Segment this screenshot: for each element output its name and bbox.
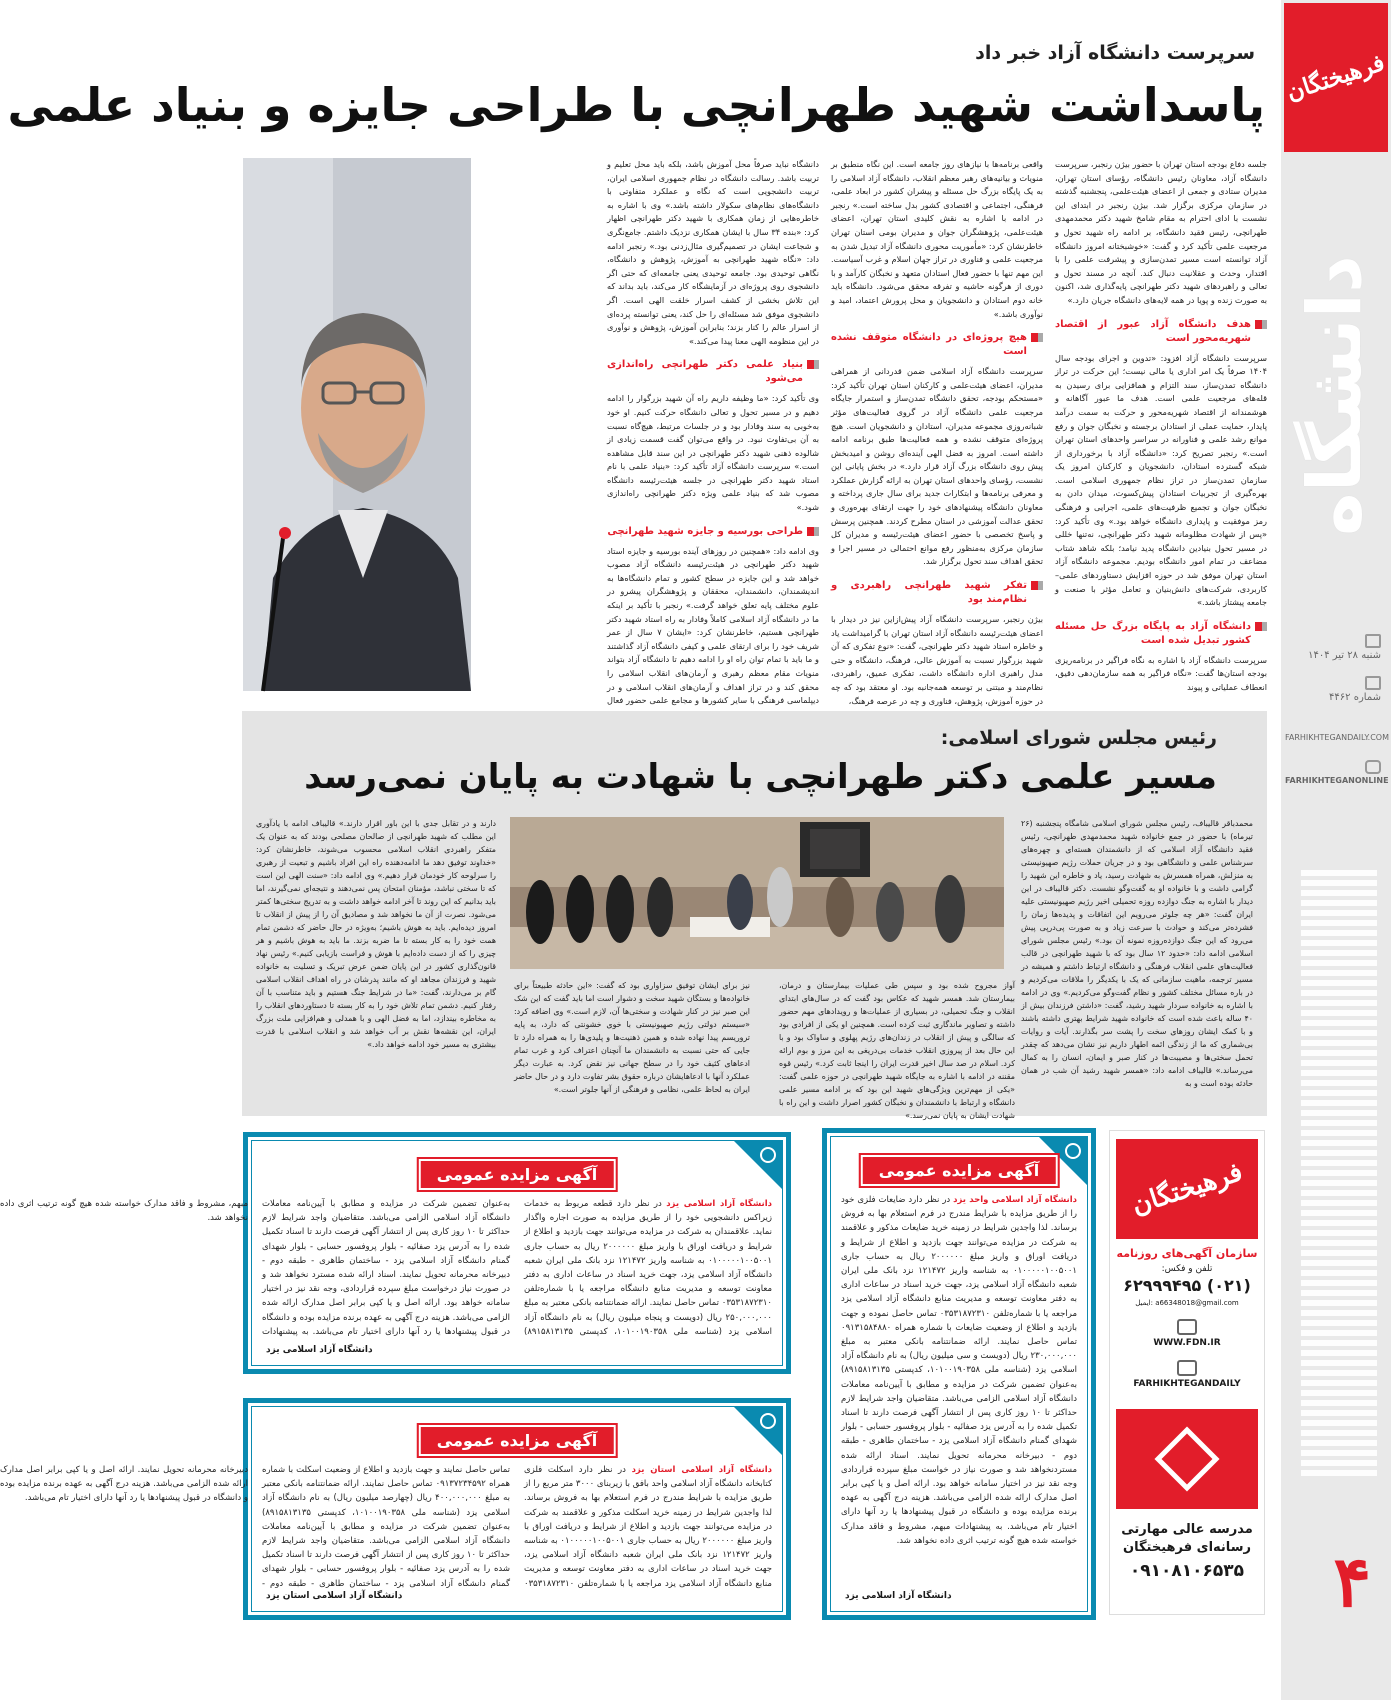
website-text: FARHIKHTEGANDAILY.COM — [1285, 733, 1389, 742]
subheading-text: تفکر شهید طهرانچی راهبردی و نظام‌مند بود — [831, 580, 1027, 606]
meeting-illustration — [510, 817, 1004, 969]
school-emblem-icon — [1154, 1426, 1219, 1491]
office-logo-text: فرهیختگان — [1127, 1157, 1247, 1221]
ad-office-box — [1109, 1130, 1265, 1615]
auction-ad-2[interactable] — [0, 1132, 791, 1374]
decorative-lines — [1301, 870, 1377, 1480]
section-title — [1287, 175, 1383, 615]
website-link[interactable] — [1285, 733, 1389, 742]
ad-signature: دانشگاه آزاد اسلامی استان یزد — [266, 1591, 403, 1601]
ad-body — [841, 1193, 1077, 1579]
auction-ad-1[interactable] — [822, 1128, 1096, 1620]
subheading-text: دانشگاه آزاد به پایگاه بزرگ حل مسئله کشور تبدیل شده است — [1055, 620, 1251, 646]
subheading — [831, 579, 1043, 607]
issue-number — [1285, 676, 1381, 703]
instagram-icon — [1365, 760, 1381, 774]
office-logo — [1116, 1139, 1258, 1239]
second-article — [242, 711, 1267, 1120]
section-title-text: دانشگاه — [1292, 254, 1378, 536]
office-title: سازمان آگهی‌های روزنامه — [1116, 1247, 1258, 1260]
paragraph: سرپرست دانشگاه آزاد اسلامی ضمن قدردانی از همراهی مدیران، اعضای هیئت‌علمی و کارکنان استان تهران تأکید کرد: «مستحکم بودجه، تحقق دانشگاه تمدن‌ساز و استمرار جایگاه مرجعیت علمی دانشگاه آزاد در گروی فعالیت‌های مؤثر شبانه‌روزی مجموعه مدیران، استادان و دانشجویان است. هیچ پروژه‌ای متوقف نشده و همه فعالیت‌ها طبق برنامه ادامه داشته است. امروز به فضل الهی آینده‌ای روشن و امیدبخش پیش روی دانشگاه بزرگ آزاد قرار دارد.» در بخش پایانی این نشست، رؤسای واحدهای استان تهران به ارائه گزارش عملکرد و معرفی برنامه‌ها و ابتکارات جدید برای سال جاری پرداخته و معاونان دانشگاه پیشنهادهای خود را جهت ارتقای بهره‌وری و تحقق عدالت آموزشی در استان مطرح کردند. همچنین پرسش و پاسخ تخصصی با حضور اعضای هیئت‌رئیسه و مدیران کل سازمان مرکزی به‌منظور رفع موانع احتمالی در مسیر اجرا و تحقق اهداف سند تحول برگزار شد. — [831, 366, 1043, 567]
office-phone[interactable]: ۶۲۹۹۹۴۹۵ (۰۲۱) — [1123, 1276, 1251, 1295]
sidebar — [1281, 0, 1391, 1700]
article2-kicker: رئیس مجلس شورای اسلامی: — [940, 727, 1217, 749]
paragraph: بیژن رنجبر، سرپرست دانشگاه آزاد پیش‌ازاین نیز در دیدار با اعضای هیئت‌رئیسه دانشگاه آزاد استان تهران با گرامیداشت یاد و خاطره استاد شهید دکتر طهرانچی، گفت: «نوع تفکری که آن شهید بزرگوار نسبت به آموزش عالی، فرهنگ، دانشگاه و حتی مدل راهبری اداره دانشگاه داشت، تفکری عمیق، راهبردی، نظام‌مند و مبتنی بر توسعه همه‌جانبه بود. او معتقد بود که چه در حوزه آموزش، پژوهش، فناوری و چه در عرصه فرهنگ، — [831, 614, 1043, 706]
ad-title: آگهی مزایده عمومی — [861, 1155, 1058, 1186]
paragraph: وی ادامه داد: «همچنین در روزهای آینده بورسیه و جایزه استاد شهید دکتر طهرانچی در هیئت‌رئیسه دانشگاه آزاد مصوب خواهد شد و این جایزه در سطح کشور و تمام دانشگاه‌ها به اندیشمندان، دانشمندان، محققان و پژوهشگران پیشرو در علوم مختلف پایه تعلق خواهد گرفت.» رنجبر با تأکید بر اینکه ما در دانشگاه آزاد اسلامی کاملاً وفادار به راه استاد شهید دکتر طهرانچی هستیم، خاطرنشان کرد: «ایشان ۷ سال از عمر شریف خود را برای ارتقای علمی و کیفی دانشگاه آزاد گذاشتند و ما باید با تمام توان راه او را ادامه دهیم تا دانشگاه آزاد بتواند منویات مقام معظم رهبری و آرمان‌های انقلاب اسلامی را محقق کند و در تراز اهداف و آرمان‌های انقلاب اسلامی و در دیپلماسی فرهنگی با سایر کشورها و مجامع علمی حضور فعال — [607, 545, 819, 706]
calendar-icon — [1365, 634, 1381, 648]
page-number: ۴ — [1333, 1540, 1371, 1623]
article2-column-4: نیز برای ایشان توفیق سزاواری بود که گفت: «این حادثه طبیعتاً برای خانواده‌ها و بستگان شهید سخت و دشوار است اما باید گفت که این شک این صبر نیز در کنار شهادت و سختی‌ها آن، لازم است.» وی اضافه کرد: «سیستم دولتی رژیم صهیونیستی با خوی خشونتی که دارد، به پایه تروریسم پیدا نهاده شده و همین ذهنیت‌ها و پلیدی‌ها را به همراه دارد تا جایی که حتی نسبت به دانشمندان ما آنچنان اعتراف کرد و غرب تمام ادعاهای کثیف خود را در سطح جهانی نیز نقض کرد. به عبارت دیگر عملکرد آنها با ادعاهایشان درباره حقوق بشر تفاوت دارد و در حال حاضر ایران به لحاظ علمی، نظامی و فرهنگی از آنها جلوتر است.» — [514, 981, 750, 1094]
portrait-illustration — [243, 158, 471, 691]
publish-date-text: شنبه ۲۸ تیر ۱۴۰۴ — [1308, 650, 1381, 661]
school-logo — [1116, 1409, 1258, 1509]
subheading — [831, 331, 1043, 359]
subheading — [607, 525, 819, 539]
ad-signature: دانشگاه آزاد اسلامی یزد — [266, 1345, 373, 1355]
web-icon — [1177, 1319, 1197, 1335]
meeting-photo — [510, 817, 1004, 969]
office-handle[interactable]: FARHIKHTEGANDAILY — [1133, 1379, 1241, 1389]
paragraph: سرپرست دانشگاه آزاد با اشاره به نگاه فراگیر در برنامه‌ریزی بودجه استان‌ها گفت: «نگاه فراگیر به همه سازمان‌دهی دقیق، انعطاف عملیاتی و پیوند — [1055, 654, 1267, 692]
university-logo-icon — [734, 1407, 782, 1455]
ad-body — [0, 1463, 772, 1593]
ad-body — [0, 1197, 773, 1347]
subheading-text: بنیاد علمی دکتر طهرانچی راه‌اندازی می‌شود — [607, 359, 803, 385]
office-email[interactable]: ایمیل: a66348018@gmail.com — [1135, 1299, 1239, 1307]
publish-date — [1285, 634, 1381, 661]
newspaper-icon — [1365, 676, 1381, 690]
article2-column-3: آواز مجروح شده بود و سپس طی عملیات بیمارستان و درمان، بیمارستان شد. همسر شهید که عکاس بود گفت که در سال‌های ابتدای انقلاب و جنگ تحمیلی، در بسیاری از عملیات‌ها و رویدادهای مهم حضور داشته و تصاویر ماندگاری ثبت کرده است. همچنین او یکی از افرادی بود که سالگی و پیش از انقلاب در زندان‌های رژیم پهلوی و ساواک بود و با این حال بعد از پیروزی انقلاب خدمات بی‌دریغی به این مرز و بوم ارائه کرد. اسلام در صد سال اخیر قدرت ایران را اینجا ثابت کرد.» رئیس قوه مقننه در ادامه با اشاره به جایگاه شهید طهرانچی در حوزه علمی گفت: «یکی از مهم‌ترین ویژگی‌های شهید این بود که بر ادامه مسیر علمی دانشگاه و ارتباط با دانشمندان و نخبگان کشور اصرار داشت و این راه با شهادت ایشان به پایان نمی‌رسد.» — [779, 981, 1015, 1120]
article2-column-1: محمدباقر قالیباف، رئیس مجلس شورای اسلامی شامگاه پنجشنبه (۲۶ تیرماه) با حضور در جمع خانواده شهید محمدمهدی طهرانچی، رئیس فقید دانشگاه آزاد اسلامی که از دانشمندان هسته‌ای و چهره‌های سرشناس علمی و دانشگاهی بود و در جریان حملات رژیم صهیونیستی به منزلش، همراه همسرش به شهادت رسید، یاد و خاطره این شهید را گرامی داشت و با خانواده او به گفت‌وگو نشست. دکتر قالیباف در این دیدار با اشاره به جنگ دوازده روزه تحمیلی اخیر رژیم صهیونیستی علیه ایران گفت: «هر چه جلوتر می‌رویم این اتفاقات و پدیده‌ها زمان را فشرده‌تر می‌کند و حوادث با سرعت زیاد و به صورت پی‌درپی پیش می‌رود که این جنگ دوازده‌روزه نمونه آن بود.» رئیس مجلس شورای اسلامی ادامه داد: «حدود ۱۲ سال بود که با شهید طهرانچی در قالب فعالیت‌های علمی انقلاب فرهنگی و دانشگاه ارتباط داشتم و همیشه در مسیر ترجمه، ماهیت سازمانی که یک با یکدیگر را ملاقات می‌کردیم و در باره مسائل مختلف کشور و نظام گفت‌وگو می‌کردیم.» وی در ادامه با اشاره به خانواده سردار شهید رشید، گفت: «داشتن فرزندان بیش از ۴۰ ساله باعث شده است که خانواده شهید شرایط بهتری داشته باشند و با کمک ایشان روزهای سخت را پشت سر بگذارند. آیات و روایات بی‌شماری که ما از زندگی ائمه اطهار داریم نیز نشان می‌دهد که چقدر تحمل سختی‌ها و مصیبت‌ها در کنار صبر و ایمان، انسان را به کمال می‌رساند.» قالیباف ادامه داد: «همسر شهید رشید آن شب در همان حادثه بوده است و به — [1021, 819, 1253, 1088]
article-body — [607, 158, 1267, 706]
newspaper-logo[interactable] — [1284, 3, 1388, 152]
article2-column-2: دارند و در تقابل جدی با این باور اقرار دارند.» قالیباف ادامه با یادآوری این مطلب که شهید طهرانچی از صالحان مصلحی بودند که به عنوان یک متفکر راهبردی انقلاب اسلامی محسوب می‌شوند، خاطرنشان کرد: «خداوند توفیق دهد ما ادامه‌دهنده راه این افراد باشیم و تبعیت از رهبری را سرلوحه کار خودمان قرار دهیم.» وی ادامه داد: «سنت الهی این است که تا سختی نباشد، مؤمنان امتحان پس نمی‌دهند و نتیجه‌ای نمی‌گیرند، اما باید بدانیم که این روند تا آخر ادامه خواهد داشت و به تدریج سختی‌ها کمتر می‌شود. نصرت از آن ما نخواهد شد و مصادیق آن را از پیش از انقلاب تا امروز دیده‌ایم. باید به هوش باشیم؛ به‌ویژه در حال حاضر که دشمن تمام همت خود را به کار بسته تا ما ضربه بزند. ما باید به هوش باشیم و هر چیزی را که از دست داده‌ایم با هوش و فراست بازیابی کنیم.» رئیس نهاد قانون‌گذاری کشور در این پایان ضمن عرض تبریک و تسلیت به خانواده شهید و فرزندان مجاهد او که مانند پدرشان در راه اهداف انقلاب اسلامی گام بر می‌دارند، گفت: «ما در شرایط جنگ هستیم و باید متناسب با آن رفتار کنیم. دشمن تمام تلاش خود را به کار بسته تا دستاوردهای انقلاب را به مخاطره بیندازد، اما به فضل الهی و با همدلی و هم‌افزایی ملت بزرگ ایران، این نقشه‌ها نقش بر آب خواهد شد و انقلاب اسلامی با قدرت بیشتری به مسیر خود ادامه خواهد داد.» — [256, 819, 496, 1049]
subheading-text: هیچ پروژه‌ای در دانشگاه متوقف نشده است — [831, 332, 1027, 358]
ad-title: آگهی مزایده عمومی — [419, 1425, 616, 1456]
university-logo-icon — [734, 1141, 782, 1189]
subheading — [1055, 318, 1267, 346]
ad-text: در نظر دارد اسکلت فلزی کتابخانه دانشگاه آزاد اسلامی واحد بافق با زیربنای ۳۰۰۰ متر مربع را از طریق مزایده با شرایط مندرج در فرم استعلام بها به فروش برساند. لذا واجدین شرایط در زمینه خرید اسکلت مذکور و علاقمند به شرکت در مزایده می‌توانند جهت بازدید و اطلاع از شرایط و دریافت اوراق با واریز مبلغ ۲۰۰۰۰۰۰ ریال به حساب جاری ۰۱۰۰۰۰۰۱۰۰۵۰۰۱ به شناسه واریز ۱۲۱۴۷۲ نزد بانک ملی ایران شعبه دانشگاه آزاد اسلامی یزد، جهت خرید اسناد در ساعات اداری به دفتر معاونت توسعه و مدیریت منابع دانشگاه آزاد اسلامی یزد مراجعه یا با شماره‌تلفن ۰۳۵۳۱۸۷۲۳۱۰ تماس حاصل نمایند و جهت بازدید و اطلاع از وضعیت اسکلت با شماره همراه ۰۹۱۳۷۲۳۴۵۹۲ تماس حاصل نمایند. ارائه ضمانتنامه بانکی معتبر به مبلغ ۴۰۰,۰۰۰,۰۰۰ ریال (چهارصد میلیون ریال) به نام دانشگاه آزاد اسلامی یزد (شناسه ملی ۱۰۱۰۰۱۹۰۳۵۸، کدپستی ۸۹۱۵۸۱۳۱۳۵) به‌عنوان تضمین شرکت در مزایده و مطابق با آیین‌نامه معاملات دانشگاه آزاد اسلامی الزامی می‌باشد. متقاضیان واجد شرایط لازم حداکثر تا ۱۰ روز کاری پس از انتشار آگهی فرصت دارند تا اسناد تکمیل شده را به آدرس یزد صفائیه - بلوار پروفسور حسابی - بلوار شهدای گمنام دانشگاه آزاد اسلامی یزد - ساختمان طاهری - طبقه دوم - دبیرخانه محرمانه تحویل نمایند. ارائه اصل و یا کپی برابر اصل مدارک ارائه شده الزامی می‌باشد. هزینه درج آگهی به عهده برنده مزایده بوده و دانشگاه در قبول پیشنهادها یا رد آنها دارای اختیار تام می‌باشد. — [0, 1465, 772, 1589]
auction-ad-3[interactable] — [0, 1398, 791, 1620]
ad-title: آگهی مزایده عمومی — [419, 1159, 616, 1190]
article-column-3 — [607, 158, 820, 706]
issue-number-text: شماره ۴۴۶۲ — [1329, 692, 1381, 703]
paragraph: وی تأکید کرد: «ما وظیفه داریم راه آن شهید بزرگوار را ادامه دهیم و در مسیر تحول و تعالی دانشگاه حرکت کنیم. او خود به‌خوبی به سند وفادار بود و در جلسات مرتبط، هیچ‌گاه نسبت به آن بی‌تفاوت نبود. در واقع می‌توان گفت قسمت زیادی از شالوده ذهنی شهید دکتر طهرانچی در این سند قابل مشاهده است.» سرپرست دانشگاه آزاد تأکید کرد: «بنیاد علمی با نام استاد شهید دکتر طهرانچی در جلسه هیئت‌رئیسه دانشگاه مصوب شد که بنیاد علمی ویژه دکتر طهرانچی راه‌اندازی شود.» — [607, 393, 819, 513]
ad-advertiser: دانشگاه آزاد اسلامی استان یزد — [631, 1465, 772, 1475]
subheading-text: هدف دانشگاه آزاد عبور از اقتصاد شهریه‌محور است — [1055, 318, 1251, 344]
instagram-text: FARHIKHTEGANONLINE — [1285, 776, 1389, 785]
school-phone[interactable]: ۰۹۱۰۸۱۰۶۵۳۵ — [1129, 1561, 1245, 1581]
ad-signature: دانشگاه آزاد اسلامی یزد — [845, 1591, 952, 1601]
ad-advertiser: دانشگاه آزاد اسلامی واحد یزد — [953, 1195, 1077, 1205]
ad-advertiser: دانشگاه آزاد اسلامی یزد — [666, 1199, 772, 1209]
article-kicker: سرپرست دانشگاه آزاد خبر داد — [975, 42, 1255, 64]
article-headline[interactable]: پاسداشت شهید طهرانچی با طراحی جایزه و بنیاد علمی — [7, 78, 1265, 132]
article-column-2 — [831, 158, 1043, 706]
school-name: مدرسه عالی مهارتی رسانه‌ای فرهیختگان — [1121, 1522, 1253, 1555]
paragraph: جلسه دفاع بودجه استان تهران با حضور بیژن رنجبر، سرپرست دانشگاه آزاد، معاونان رئیس دانشگاه، رؤسای استان تهران، مدیران ستادی و جمعی از اعضای هیئت‌علمی، پنجشنبه گذشته در سازمان مرکزی برگزار شد. بیژن رنجبر در ابتدای این نشست با ادای احترام به مقام شامخ شهید دکتر محمدمهدی طهرانچی، رئیس فقید دانشگاه، بر ادامه راه شهید تحول و مرجعیت علمی تأکید کرد و گفت: «خوشبختانه امروز دانشگاه آزاد توانسته است مسیر تمدن‌سازی و پیشرفت علمی را با اقتدار، وحدت و عقلانیت دنبال کند. آنچه در مسند تحول و تعالی و راهبردهای شهید دکتر طهرانچی پایه‌گذاری شد، اکنون به صورت زنده و پویا در همه لایه‌های دانشگاه جریان دارد.» — [1055, 159, 1267, 305]
ad-text: در نظر دارد قطعه مربوط به خدمات زیراکس دانشجویی خود را از طریق مزایده به صورت اجاره واگذار نماید. علاقمندان به شرکت در مزایده می‌توانند جهت بازدید و اطلاع از شرایط و دریافت اوراق با واریز مبلغ ۲۰۰۰۰۰۰ ریال به حساب جاری ۰۱۰۰۰۰۰۱۰۰۵۰۰۱ به شناسه واریز ۱۲۱۴۷۲ نزد بانک ملی ایران شعبه دانشگاه آزاد اسلامی یزد، جهت خرید اسناد در ساعات اداری به دفتر معاونت توسعه و مدیریت منابع دانشگاه مراجعه یا با شماره‌تلفن ۰۳۵۳۱۸۷۲۳۱۰ تماس حاصل نمایند. ارائه ضمانتنامه بانکی معتبر به مبلغ ۲۵۰,۰۰۰,۰۰۰ ریال (دویست و پنجاه میلیون ریال) به نام دانشگاه آزاد اسلامی یزد (شناسه ملی ۱۰۱۰۰۱۹۰۳۵۸، کدپستی ۸۹۱۵۸۱۳۱۳۵) به‌عنوان تضمین شرکت در مزایده و مطابق با آیین‌نامه معاملات دانشگاه آزاد اسلامی الزامی می‌باشد. متقاضیان واجد شرایط لازم حداکثر تا ۱۰ روز کاری پس از انتشار آگهی فرصت دارند تا اسناد تکمیل شده را به آدرس یزد صفائیه - بلوار پروفسور حسابی - بلوار شهدای گمنام دانشگاه آزاد اسلامی یزد - ساختمان طاهری - طبقه دوم - دبیرخانه محرمانه تحویل نمایند. اسناد ارائه شده مسترد نخواهد شد و در صورت نیاز درخواست مبلغ سپرده قراردادی، وجه نقد نیز در اختیار سامانه خواهد بود. ارائه اصل و یا کپی برابر اصل مدارک ارائه شده الزامی می‌باشد. هزینه درج آگهی به عهده برنده مزایده بوده و دانشگاه در قبول پیشنهادها یا رد آنها دارای اختیار تام می‌باشد. به پیشنهادات مبهم، مشروط و فاقد مدارک خواسته شده هیچ گونه ترتیب اثری داده نخواهد شد. — [0, 1199, 773, 1337]
subheading — [1055, 620, 1267, 648]
instagram-link[interactable] — [1285, 760, 1389, 785]
article2-headline[interactable]: مسیر علمی دکتر طهرانچی با شهادت به پایان نمی‌رسد — [304, 757, 1217, 797]
office-website[interactable]: WWW.FDN.IR — [1153, 1338, 1221, 1348]
subheading — [607, 358, 819, 386]
instagram-icon — [1177, 1360, 1197, 1376]
subheading-text: طراحی بورسیه و جایزه شهید طهرانچی — [607, 525, 803, 537]
ad-text: در نظر دارد ضایعات فلزی خود را از طریق مزایده با شرایط مندرج در فرم استعلام بها به فروش برساند. لذا واجدین شرایط در زمینه خرید ضایعات مذکور و علاقمند به شرکت در مزایده می‌توانند جهت بازدید و اطلاع از شرایط و دریافت اوراق و واریز مبلغ ۲۰۰۰۰۰۰ ریال به حساب جاری ۰۱۰۰۰۰۰۱۰۰۵۰۰۱ به شناسه واریز ۱۲۱۴۷۲ نزد بانک ملی ایران شعبه دانشگاه آزاد اسلامی یزد، جهت خرید اسناد در ساعات اداری به دفتر معاونت توسعه و مدیریت منابع دانشگاه آزاد اسلامی یزد مراجعه یا با شماره‌تلفن ۰۳۵۳۱۸۷۲۳۱۰ تماس حاصل نموده و جهت بازدید و اطلاع از وضعیت ضایعات با شماره همراه ۰۹۱۳۱۵۸۴۸۸۰ تماس حاصل نمایند. ارائه ضمانتنامه بانکی معتبر به مبلغ ۲۳۰,۰۰۰,۰۰۰ ریال (دویست و سی میلیون ریال) به نام دانشگاه آزاد اسلامی یزد (شناسه ملی ۱۰۱۰۰۱۹۰۳۵۸، کدپستی ۸۹۱۵۸۱۳۱۳۵) به‌عنوان تضمین شرکت در مزایده و مطابق با آیین‌نامه معاملات دانشگاه آزاد اسلامی الزامی می‌باشد. متقاضیان واجد شرایط لازم حداکثر تا ۱۰ روز کاری پس از انتشار آگهی فرصت دارند تا اسناد تکمیل شده را به آدرس یزد صفائیه - بلوار پروفسور حسابی - بلوار شهدای گمنام دانشگاه آزاد اسلامی یزد - ساختمان طاهری - طبقه دوم - دبیرخانه محرمانه تحویل نمایند. اسناد ارائه شده مستردنخواهد شد و صورت نیاز در خواست مبلغ سپرده قراردادی وجه نقد نیز در اختیار سامانه خواهد بود. ارائه اصل و یا کپی برابر اصل مدارک ارائه شده الزامی می‌باشد. هزینه درج آگهی به عهده برنده مزایده بوده و دانشگاه در قبول پیشنهادها یا رد آنها دارای اختیار تام می‌باشد. به پیشنهادات مبهم، مشروط و فاقد مدارک خواسته شده هیچ گونه ترتیب اثری داده نخواهد شد. — [841, 1195, 1078, 1546]
logo-text: فرهیختگان — [1283, 49, 1389, 106]
article-column-1 — [1055, 158, 1267, 693]
paragraph: واقعی برنامه‌ها با نیازهای روز جامعه است. این نگاه منطبق بر منویات و بیانیه‌های رهبر معظم انقلاب، دانشگاه آزاد اسلامی را به یک پایگاه بزرگ حل مسئله و پیشران کشور در ابعاد علمی، فرهنگی، اجتماعی و اقتصادی کشور بدل ساخته است.» رنجبر در ادامه با اشاره به نقش کلیدی استان تهران، اعضای هیئت‌علمی، پژوهشگران جوان و مدیران بومی استان تهران خاطرنشان کرد: «مأموریت محوری دانشگاه آزاد تبدیل شدن به مرجعیت علمی و فناوری در تراز جهان اسلام و غرب آسیاست. این مهم تنها با حضور فعال استادان متعهد و نخبگان کارآمد و با دوری از هرگونه حاشیه و تفرقه محقق می‌شود. دانشگاه باید خانه دوم استادان و دانشجویان و محل پرورش اعتماد، امید و نوآوری باشد.» — [831, 159, 1043, 319]
paragraph: دانشگاه نباید صرفاً محل آموزش باشد، بلکه باید محل تعلیم و تربیت باشد. رسالت دانشگاه در نظام جمهوری اسلامی ایران، تربیت دانشجویی است که نگاه و عملکرد متفاوتی با دانشگاه‌های نظام‌های سکولار داشته باشد.» وی با اشاره به خاطره‌هایی از زمان همکاری با شهید دکتر طهرانچی اظهار کرد: «بنده ۳۴ سال با ایشان همکاری نزدیک داشتم. جامع‌نگری و شجاعت ایشان در تصمیم‌گیری مثال‌زدنی بود.» رنجبر ادامه داد: «نگاه شهید طهرانچی به آموزش، پژوهش و دانشگاه، نگاهی توحیدی بود. جامعه توحیدی یعنی جامعه‌ای که حتی اگر دانشجوی روی پروژه‌ای در آزمایشگاه کار می‌کند، باید بداند که این تلاش بخشی از کشف اسرار خلقت الهی است. اگر دانشجوی موفق شد مسئله‌ای را حل کند، یعنی توانسته پرده‌ای از اسرار عالم را کنار بزند؛ بنابراین آموزش، پژوهش و نوآوری در این منظومه الهی معنا پیدا می‌کند.» — [607, 159, 820, 346]
portrait-photo — [243, 158, 471, 691]
paragraph: سرپرست دانشگاه آزاد افزود: «تدوین و اجرای بودجه سال ۱۴۰۴ صرفاً یک امر اداری یا مالی نیست؛ این حرکت در تراز دانشگاه تمدن‌ساز، سند التزام و همافزایی برای رسیدن به قله‌های مرجعیت علمی است. هدف ما عبور آگاهانه و هوشمندانه از اقتصاد شهریه‌محور و حرکت به سمت درآمد پایدار، حمایت عملی از استادان برجسته و نخبگان جوان و رفع موانع رشد علمی و فناورانه در سراسر واحدهای استان تهران است.» رنجبر تصریح کرد: «دانشگاه آزاد با برخورداری از شبکه گسترده استادان، دانشجویان و کارکنان امروز یک سازمان تمدن‌ساز در تراز نظام جمهوری اسلامی است. بهره‌گیری از تجربیات استادان پیش‌کسوت، میدان دادن به نخبگان جوان و تجمیع ظرفیت‌های علمی، اجرایی و فرهنگی رمز موفقیت و پایداری دانشگاه خواهد بود.» وی تأکید کرد: «پس از شهادت مظلومانه شهید دکتر طهرانچی، نه‌تنها خللی در مسیر تحول بنیادین دانشگاه پدید نیامد؛ بلکه شاهد شتاب مضاعف در تمام امور دانشگاه بودیم. مجموعه دانشگاه آزاد استان تهران موفق شد در حوزه افزایش دستاوردهای علمی–کاربردی، شرکت‌های دانش‌بنیان و تعامل مؤثر با صنعت و جامعه پیشتاز باشد.» — [1055, 352, 1267, 608]
phone-label: تلفن و فکس: — [1161, 1264, 1213, 1274]
